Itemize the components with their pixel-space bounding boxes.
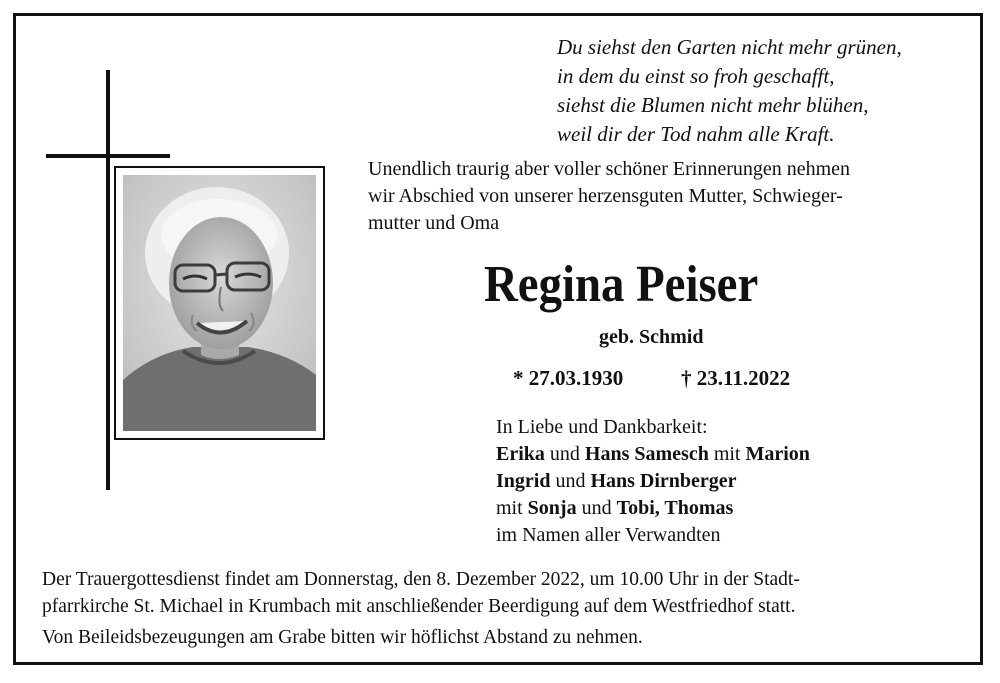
- family-name: Tobi, Thomas: [616, 497, 734, 519]
- service-line: pfarrkirche St. Michael in Krumbach mit anschließender Beerdigung auf dem Westfriedhof statt.: [42, 596, 796, 617]
- poem-line: weil dir der Tod nahm alle Kraft.: [557, 122, 835, 146]
- portrait-image: [123, 175, 316, 431]
- service-announcement: [42, 566, 956, 620]
- cross-icon-horizontal-bar: [46, 154, 170, 158]
- birth-date: * 27.03.1930: [513, 366, 624, 390]
- poem-line: Du siehst den Garten nicht mehr grünen,: [557, 35, 902, 59]
- family-connector: und: [550, 470, 591, 492]
- family-name: Ingrid: [496, 470, 551, 492]
- family-name: Hans Samesch: [584, 443, 709, 465]
- condolence-note: Von Beileidsbezeugungen am Grabe bitten wir höflichst Abstand zu nehmen.: [42, 627, 643, 648]
- family-block: [496, 414, 810, 549]
- intro-line: wir Abschied von unserer herzensguten Mutter, Schwieger-: [368, 185, 843, 207]
- family-name: Sonja: [527, 497, 577, 519]
- family-line: [496, 441, 810, 468]
- family-heading: In Liebe und Dankbarkeit:: [496, 416, 708, 438]
- family-connector: und: [544, 443, 585, 465]
- death-date: † 23.11.2022: [681, 366, 791, 390]
- portrait-photo-frame: [114, 166, 325, 440]
- intro-line: mutter und Oma: [368, 212, 500, 234]
- intro-line: Unendlich traurig aber voller schöner Erinnerungen nehmen: [368, 158, 851, 180]
- family-line: [496, 468, 810, 495]
- family-line: [496, 495, 810, 522]
- family-connector: und: [576, 497, 617, 519]
- family-name: Marion: [745, 443, 810, 465]
- family-name: Erika: [496, 443, 545, 465]
- family-connector: mit: [708, 443, 746, 465]
- intro-text: [368, 156, 954, 237]
- maiden-name: geb. Schmid: [599, 326, 704, 348]
- poem: [557, 33, 977, 149]
- family-name: Hans Dirnberger: [590, 470, 737, 492]
- poem-line: siehst die Blumen nicht mehr blühen,: [557, 93, 869, 117]
- cross-icon-vertical-bar: [106, 70, 110, 490]
- poem-line: in dem du einst so froh geschafft,: [557, 64, 835, 88]
- family-line: im Namen aller Verwandten: [496, 524, 721, 546]
- service-line: Der Trauergottesdienst findet am Donnerstag, den 8. Dezember 2022, um 10.00 Uhr in der Stadt-: [42, 569, 800, 590]
- family-connector: mit: [496, 497, 528, 519]
- deceased-name: Regina Peiser: [484, 256, 759, 313]
- portrait-photo: [123, 175, 316, 431]
